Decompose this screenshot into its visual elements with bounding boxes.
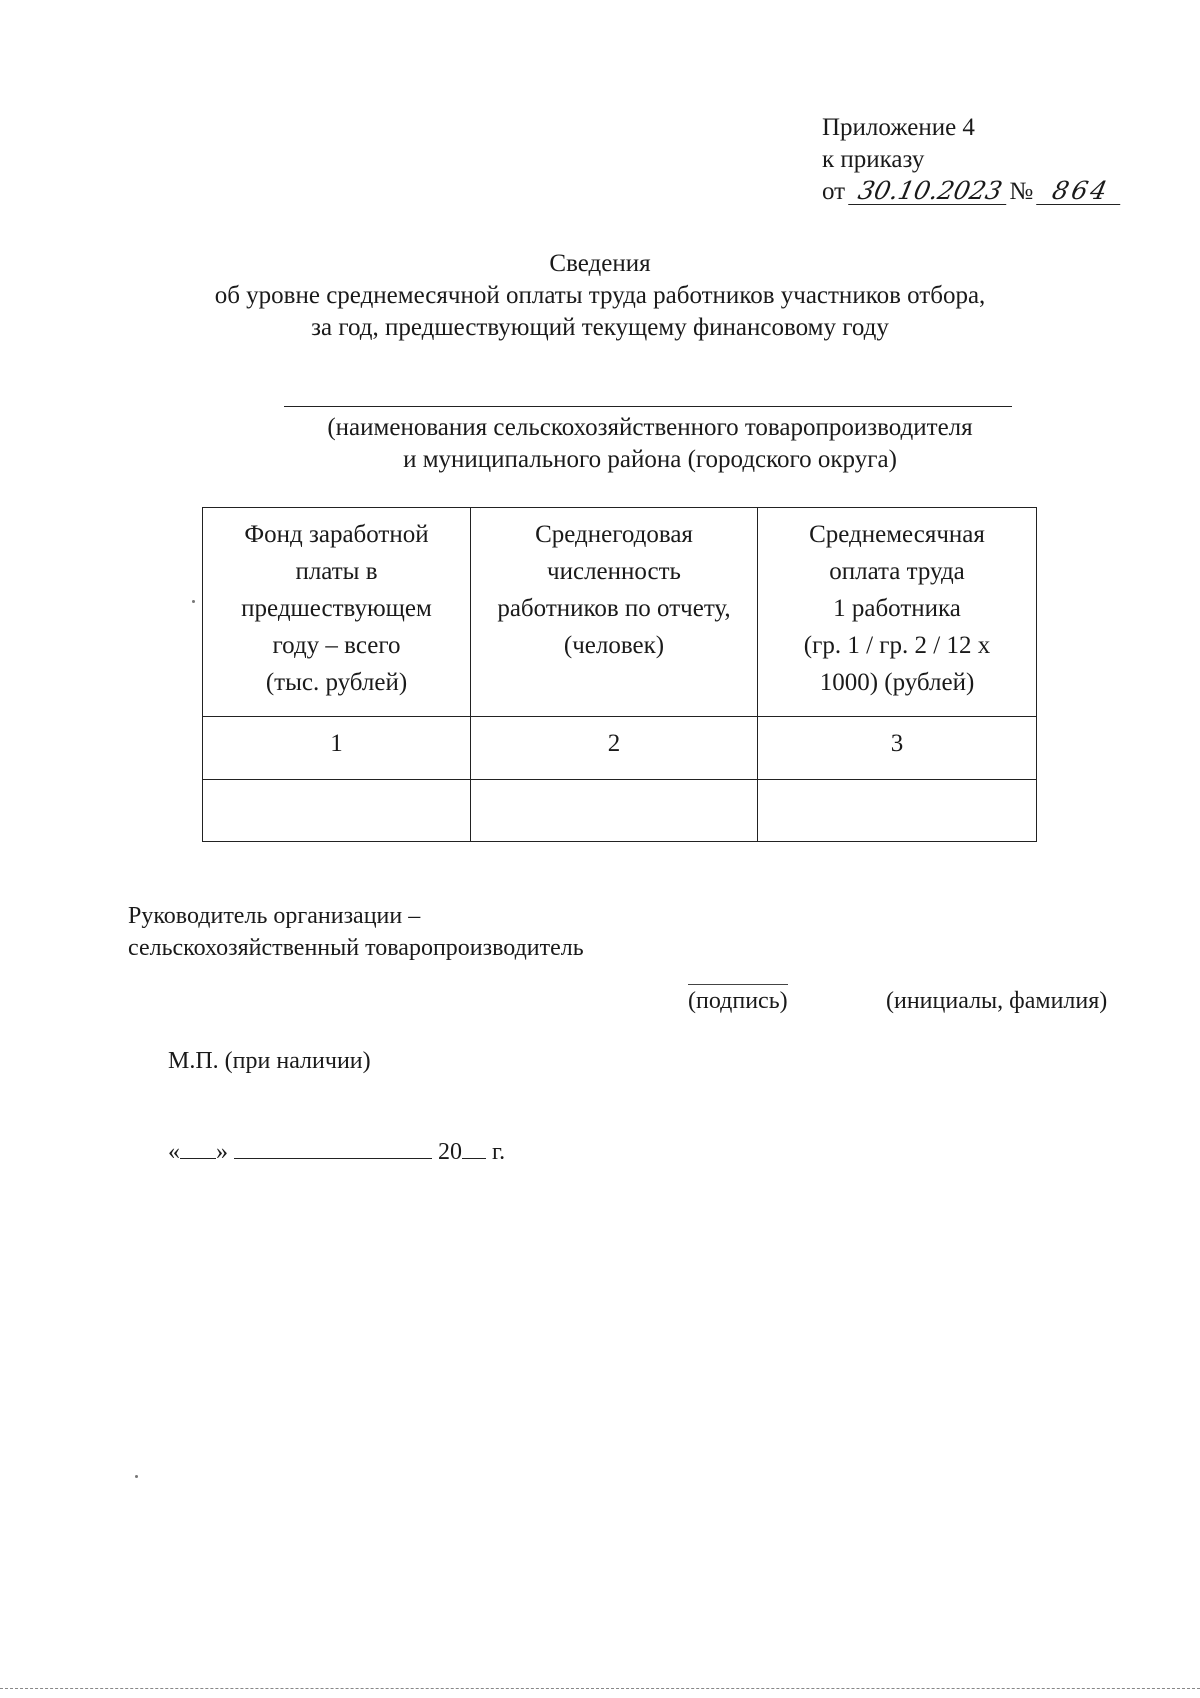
annex-number-label: № [1009,178,1034,205]
data-entry-row [203,780,1037,842]
entry-cell-monthly-pay[interactable] [758,780,1037,842]
day-blank [180,1138,216,1159]
column-number-1: 1 [203,717,471,780]
header-text: (человек) [563,632,665,659]
header-text: предшествующем [241,595,432,622]
stamp-place: М.П. (при наличии) [168,1048,371,1074]
scan-edge-line [0,1688,1200,1689]
initials-caption: (инициалы, фамилия) [886,988,1108,1014]
header-text: численность [547,558,681,585]
header-cell-average-headcount [471,508,758,717]
year-blank [462,1138,486,1159]
annex-block [822,112,1123,208]
header-text: платы в [295,558,378,585]
signer-block [128,900,584,964]
caption-line-1: (наименования сельскохозяйственного товаропроизводителя [327,414,973,441]
date-fill-line [168,1138,505,1166]
header-text: 1 работника [833,595,961,622]
month-blank [234,1138,432,1159]
close-quote: » [216,1139,228,1165]
signature-caption: (подпись) [688,988,788,1014]
handwritten-number: 864 [1037,178,1127,205]
signature-line [688,984,788,985]
title-line-3: за год, предшествующий текущему финансовому году [311,314,889,341]
column-number-2: 2 [471,717,758,780]
header-text: оплата труда [829,558,965,585]
header-text: Фонд заработной [244,521,429,548]
header-text: Среднемесячная [809,521,985,548]
caption-line-2: и муниципального района (городского округа) [403,446,897,473]
header-cell-payroll-fund [203,508,471,717]
title-line-2: об уровне среднемесячной оплаты труда работников участников отбора, [214,282,986,309]
scan-speck [135,1475,138,1478]
producer-name-line [284,406,1012,407]
entry-cell-average-headcount[interactable] [471,780,758,842]
open-quote: « [168,1139,180,1165]
year-suffix: г. [492,1139,506,1165]
header-text: (гр. 1 / гр. 2 / 12 х [803,632,991,659]
header-text: 1000) (рублей) [819,669,975,696]
title-line-1: Сведения [549,250,651,277]
header-cell-monthly-pay [758,508,1037,717]
entry-cell-payroll-fund[interactable] [203,780,471,842]
column-number-3: 3 [758,717,1037,780]
header-text: работников по отчету, [497,595,731,622]
handwritten-date: 30.10.2023 [848,178,1012,205]
column-number-row [203,717,1037,780]
document-title [0,248,1200,344]
scan-speck [192,600,195,603]
table-header-row [203,508,1037,717]
annex-from-label: от [822,178,846,205]
signer-line-1: Руководитель организации – [128,903,421,929]
annex-order-label: к приказу [822,146,925,173]
salary-table [202,507,1037,842]
annex-date-number [822,176,1123,208]
signer-line-2: сельскохозяйственный товаропроизводитель [128,935,584,961]
header-text: (тыс. рублей) [265,669,408,696]
annex-title: Приложение 4 [822,114,975,141]
header-text: Среднегодовая [535,521,693,548]
producer-name-caption [0,412,1200,476]
year-prefix: 20 [438,1139,462,1165]
header-text: году – всего [272,632,401,659]
